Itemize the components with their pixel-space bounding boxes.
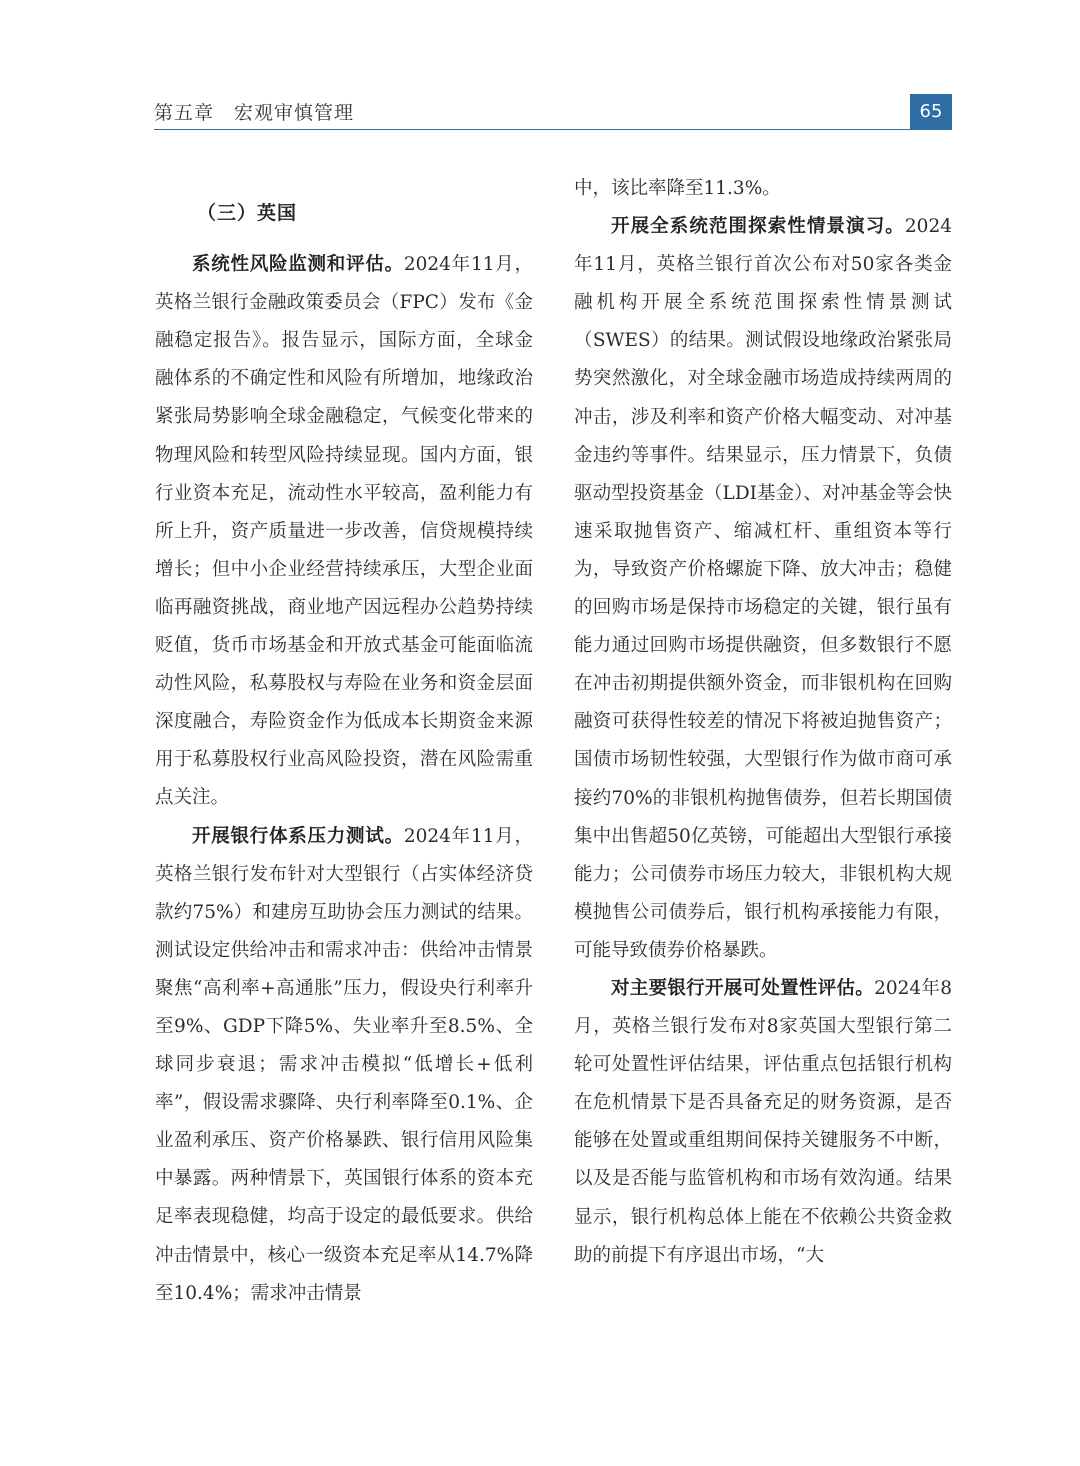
page-header	[154, 94, 952, 130]
paragraph-lead: 系统性风险监测和评估。	[192, 254, 404, 276]
paragraph-text: 2024年11月，英格兰银行发布针对大型银行（占实体经济贷款约75%）和建房互助协会压力测试的结果。测试设定供给冲击和需求冲击：供给冲击情景聚焦“高利率+高通胀”压力，假设央行利率升至9%、GDP下降5%、失业率升至8.5%、全球同步衰退；需求冲击模拟“低增长+低利率”，假设需求骤降、央行利率降至0.1%、企业盈利承压、资产价格暴跌、银行信用风险集中暴露。两种情景下，英国银行体系的资本充足率表现稳健，均高于设定的最低要求。供给冲击情景中，核心一级资本充足率从14.7%降至10.4%；需求冲击情景	[155, 825, 533, 1304]
header-rule	[154, 129, 910, 131]
paragraph-lead: 开展全系统范围探索性情景演习。	[611, 216, 905, 238]
paragraph-lead: 开展银行体系压力测试。	[192, 825, 404, 847]
paragraph-risk-monitoring	[155, 246, 533, 817]
right-column	[574, 170, 952, 1275]
page-number: 65	[910, 94, 952, 130]
paragraph-swes	[574, 208, 952, 970]
paragraph-text: 2024年11月，英格兰银行首次公布对50家各类金融机构开展全系统范围探索性情景测试（SWES）的结果。测试假设地缘政治紧张局势突然激化，对全球金融市场造成持续两周的冲击，涉及利率和资产价格大幅变动、对冲基金违约等事件。结果显示，压力情景下，负债驱动型投资基金（LDI基金）、对冲基金等会快速采取抛售资产、缩减杠杆、重组资本等行为，导致资产价格螺旋下降、放大冲击；稳健的回购市场是保持市场稳定的关键，银行虽有能力通过回购市场提供融资，但多数银行不愿在冲击初期提供额外资金，而非银机构在回购融资可获得性较差的情况下将被迫抛售资产；国债市场韧性较强，大型银行作为做市商可承接约70%的非银机构抛售债券，但若长期国债集中出售超50亿英镑，可能超出大型银行承接能力；公司债券市场压力较大，非银机构大规模抛售公司债券后，银行机构承接能力有限，可能导致债券价格暴跌。	[574, 216, 952, 961]
paragraph-text: 2024年8月，英格兰银行发布对8家英国大型银行第二轮可处置性评估结果，评估重点包括银行机构在危机情景下是否具备充足的财务资源，是否能够在处置或重组期间保持关键服务不中断，以及是否能与监管机构和市场有效沟通。结果显示，银行机构总体上能在不依赖公共资金救助的前提下有序退出市场，“大	[574, 977, 952, 1266]
section-title: （三）英国	[197, 202, 298, 224]
paragraph-lead: 对主要银行开展可处置性评估。	[611, 977, 875, 999]
paragraph-stress-test	[155, 818, 533, 1313]
paragraph-continuation: 中，该比率降至11.3%。	[574, 178, 781, 199]
paragraph-text: 2024年11月，英格兰银行金融政策委员会（FPC）发布《金融稳定报告》。报告显示，国际方面，全球金融体系的不确定性和风险有所增加，地缘政治紧张局势影响全球金融稳定，气候变化带来的物理风险和转型风险持续显现。国内方面，银行业资本充足，流动性水平较高，盈利能力有所上升，资产质量进一步改善，信贷规模持续增长；但中小企业经营持续承压，大型企业面临再融资挑战，商业地产因远程办公趋势持续贬值，货币市场基金和开放式基金可能面临流动性风险，私募股权与寿险在业务和资金层面深度融合，寿险资金作为低成本长期资金来源用于私募股权行业高风险投资，潜在风险需重点关注。	[155, 254, 533, 809]
chapter-title: 第五章 宏观审慎管理	[154, 102, 355, 124]
paragraph-resolvability	[574, 970, 952, 1275]
left-column	[155, 170, 533, 1313]
